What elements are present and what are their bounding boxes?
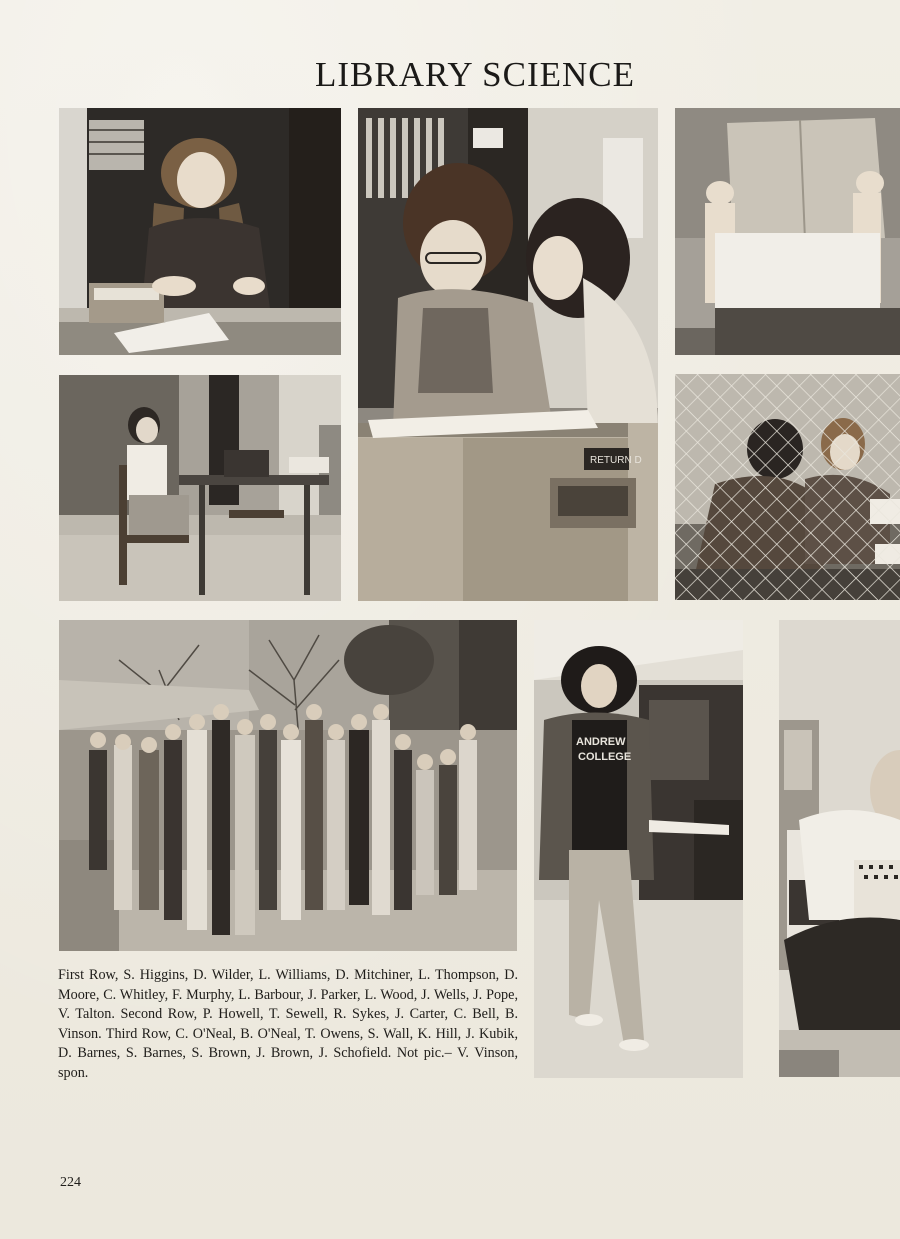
photo-person-hiding-behind-book [675, 108, 900, 355]
group-photo-caption: First Row, S. Higgins, D. Wilder, L. Williams, D. Mitchiner, L. Thompson, D. Moore, C. Whitley, F. Murphy, L. Barbour, J. Parker, L. Wood, J. Wells, J. Pope, V. Talton. Second Row, P. Howell, T. Sewell, R. Sykes, J. Carter, C. Bell, B. Vinson. Third Row, C. O'Neal, B. O'Neal, T. Owens, S. Wall, K. Hill, J. Kubik, D. Barnes, S. Barnes, S. Brown, J. Brown, J. Schofield. Not pic.– V. Vinson, spon. [58, 967, 518, 1081]
photo-girl-at-desk [59, 108, 341, 355]
page-number: 224 [60, 1175, 81, 1190]
photo-girl-reading-at-table [59, 375, 341, 601]
page-title: LIBRARY SCIENCE [315, 55, 635, 94]
photo-student-with-books [779, 620, 900, 1077]
photo-students-behind-screen [675, 374, 900, 600]
shirt-text-line-2: COLLEGE [578, 751, 632, 763]
photo-librarian-at-return-desk [358, 108, 658, 601]
photo-student-walking [534, 620, 743, 1078]
photo-club-group [59, 620, 517, 951]
shirt-text-line-1: ANDREW [576, 736, 626, 748]
return-desk-sign: RETURN D [590, 455, 642, 466]
